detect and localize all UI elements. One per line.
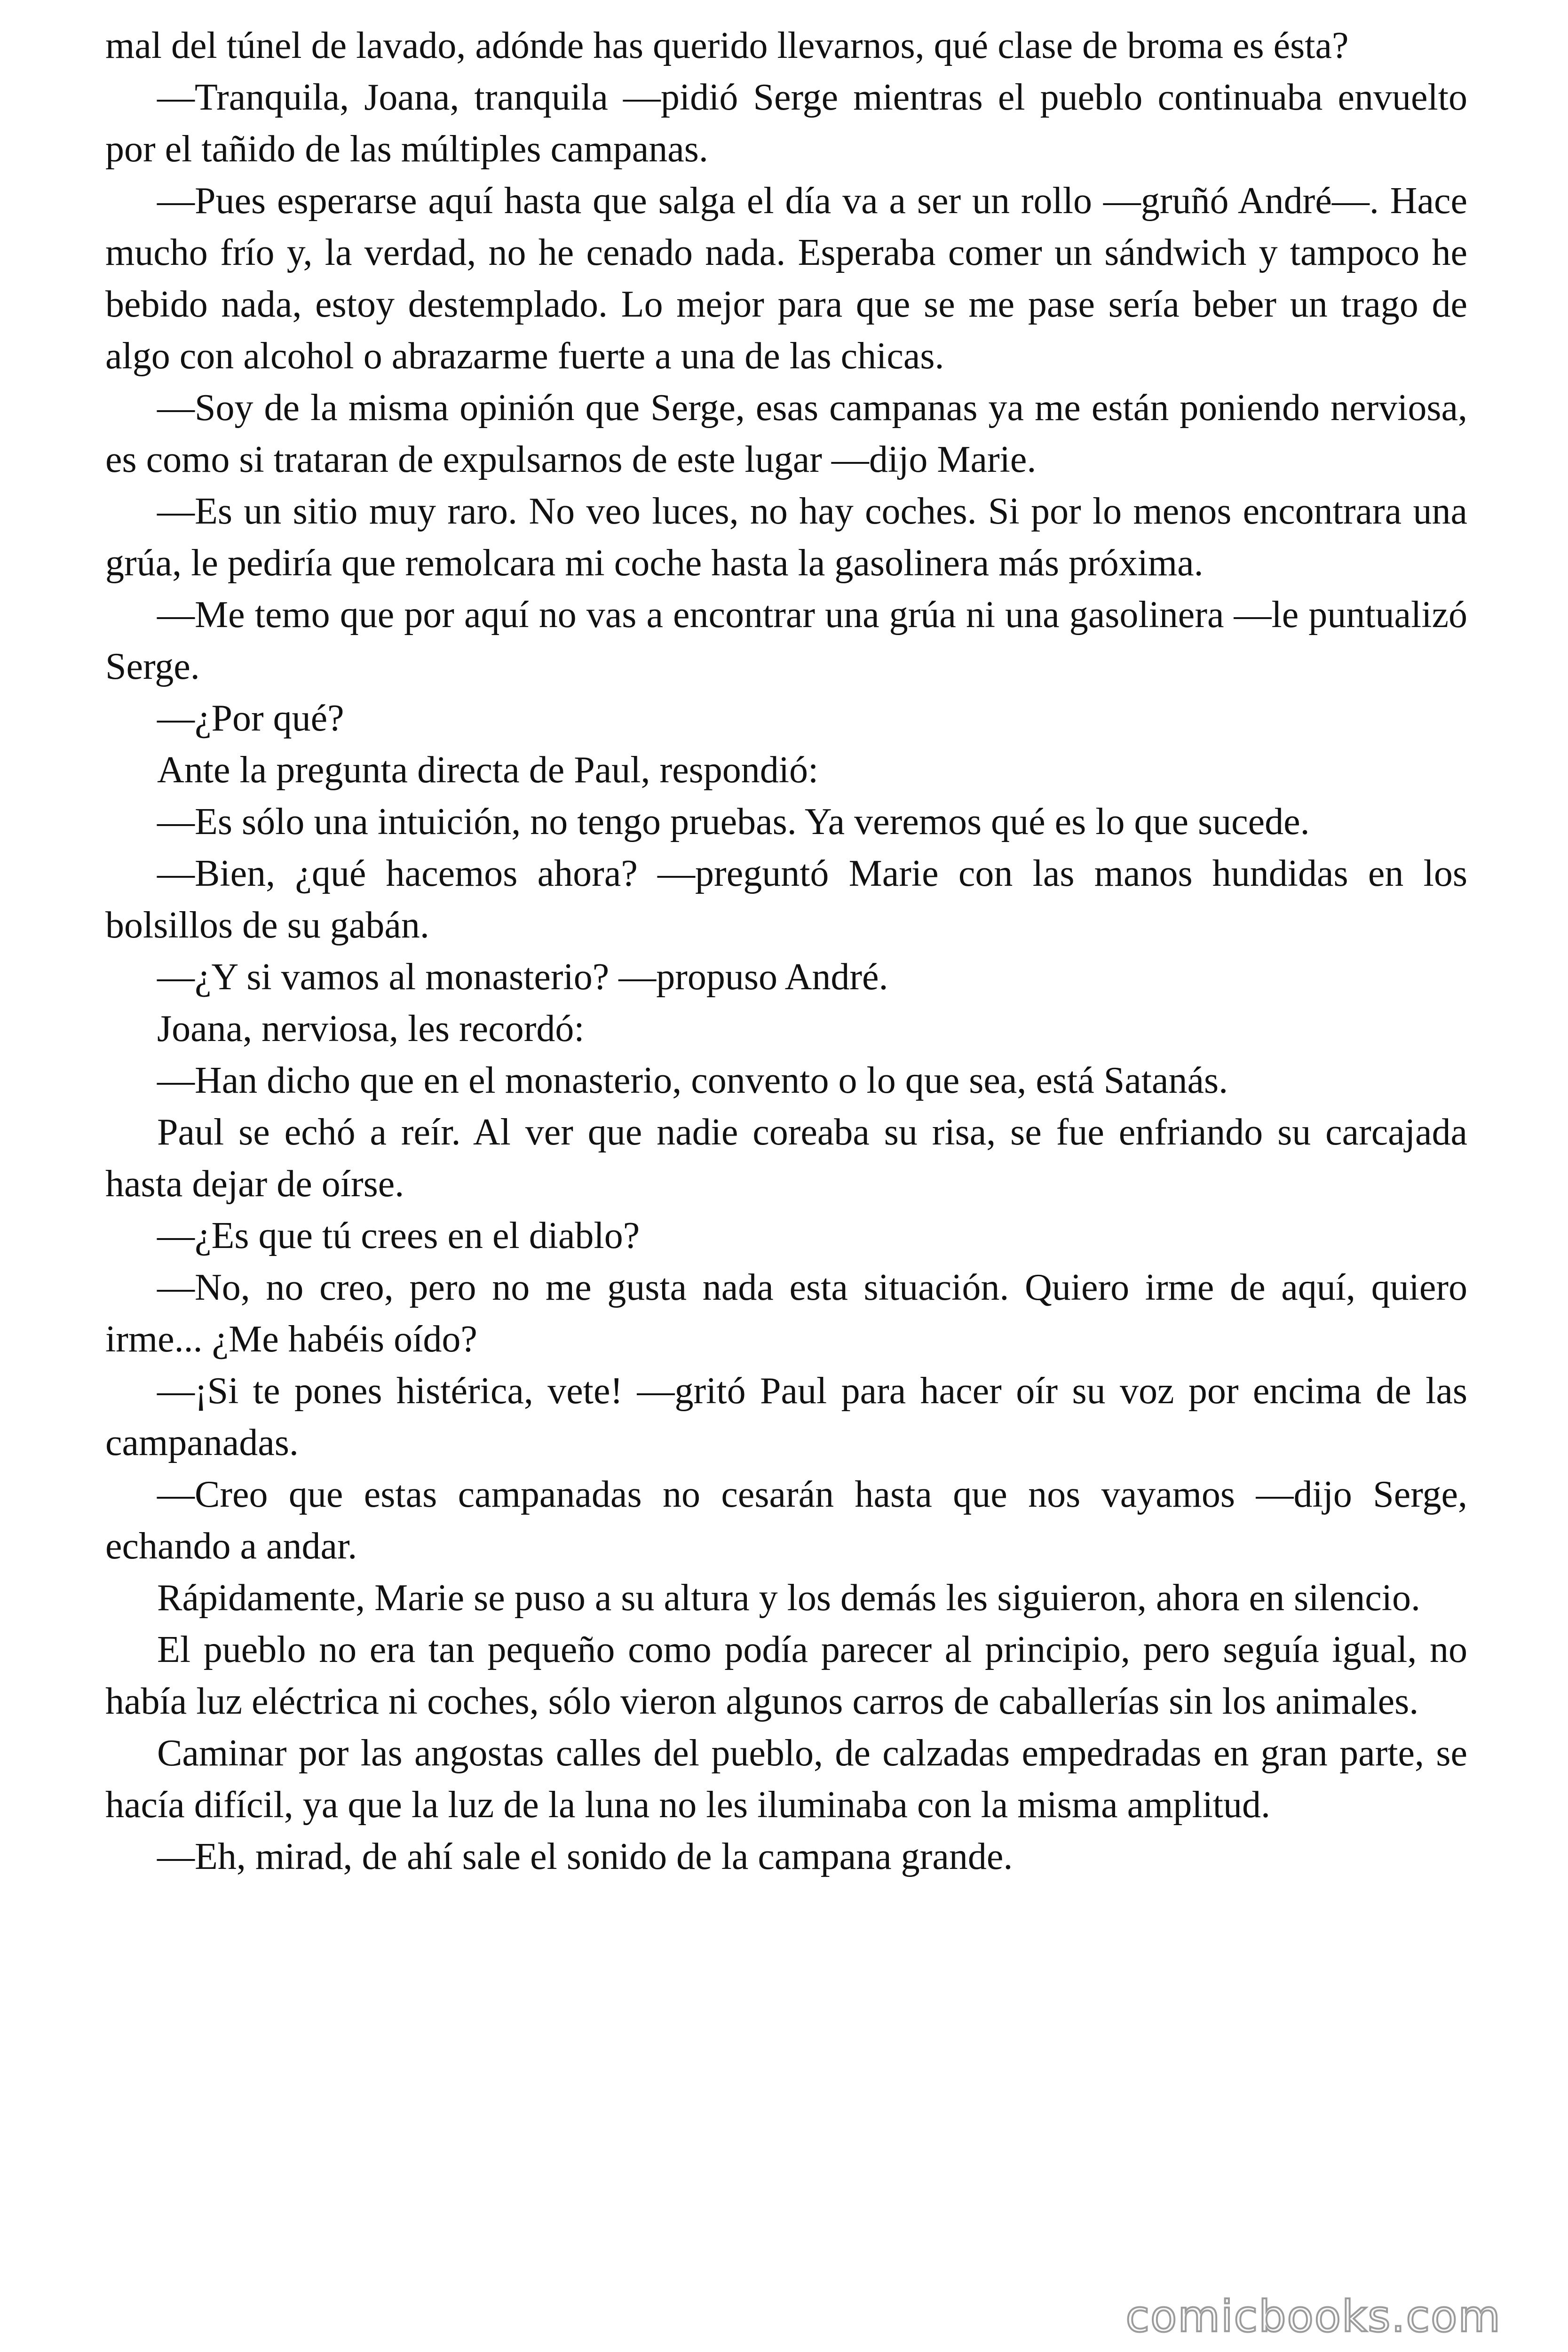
paragraph-continued: mal del túnel de lavado, adónde has querido llevarnos, qué clase de broma es ésta?	[105, 25, 1349, 66]
paragraph: —No, no creo, pero no me gusta nada esta situación. Quiero irme de aquí, quiero irme... ¿Me habéis oído?	[105, 1267, 1467, 1360]
paragraph: —Tranquila, Joana, tranquila —pidió Serge mientras el pueblo continuaba envuelto por el tañido de las múltiples campanas.	[105, 77, 1467, 170]
watermark: comicbooks.com	[1125, 2291, 1501, 2342]
paragraph: Ante la pregunta directa de Paul, respondió:	[157, 749, 819, 791]
paragraph: —Pues esperarse aquí hasta que salga el día va a ser un rollo —gruñó André—. Hace mucho frío y, la verdad, no he cenado nada. Esperaba comer un sándwich y tampoco he bebido nada, estoy destemplado. Lo mejor para que se me pase sería beber un trago de algo con alcohol o abrazarme fuerte a una de las chicas.	[105, 180, 1467, 377]
paragraph: —¡Si te pones histérica, vete! —gritó Paul para hacer oír su voz por encima de las campanadas.	[105, 1370, 1467, 1463]
paragraph: —Es sólo una intuición, no tengo pruebas. Ya veremos qué es lo que sucede.	[157, 801, 1310, 842]
paragraph: —¿Por qué?	[157, 698, 344, 739]
paragraph: —Bien, ¿qué hacemos ahora? —preguntó Marie con las manos hundidas en los bolsillos de su gabán.	[105, 853, 1467, 946]
paragraph: —Han dicho que en el monasterio, convento o lo que sea, está Satanás.	[157, 1060, 1228, 1101]
book-page-text	[105, 20, 1467, 1883]
paragraph: —Soy de la misma opinión que Serge, esas campanas ya me están poniendo nerviosa, es como si trataran de expulsarnos de este lugar —dijo Marie.	[105, 387, 1467, 480]
paragraph: Caminar por las angostas calles del pueblo, de calzadas empedradas en gran parte, se hacía difícil, ya que la luz de la luna no les iluminaba con la misma amplitud.	[105, 1732, 1467, 1826]
paragraph: El pueblo no era tan pequeño como podía parecer al principio, pero seguía igual, no había luz eléctrica ni coches, sólo vieron algunos carros de caballerías sin los animales.	[105, 1629, 1467, 1722]
paragraph: —¿Es que tú crees en el diablo?	[157, 1215, 640, 1256]
paragraph: —¿Y si vamos al monasterio? —propuso André.	[157, 956, 888, 998]
paragraph: Paul se echó a reír. Al ver que nadie coreaba su risa, se fue enfriando su carcajada hasta dejar de oírse.	[105, 1112, 1467, 1205]
paragraph: Joana, nerviosa, les recordó:	[157, 1008, 585, 1049]
paragraph: —Me temo que por aquí no vas a encontrar una grúa ni una gasolinera —le puntualizó Serge.	[105, 594, 1467, 687]
paragraph: —Es un sitio muy raro. No veo luces, no hay coches. Si por lo menos encontrara una grúa, le pediría que remolcara mi coche hasta la gasolinera más próxima.	[105, 491, 1467, 584]
paragraph: —Creo que estas campanadas no cesarán hasta que nos vayamos —dijo Serge, echando a andar.	[105, 1474, 1467, 1567]
paragraph: —Eh, mirad, de ahí sale el sonido de la campana grande.	[157, 1836, 1013, 1877]
paragraph: Rápidamente, Marie se puso a su altura y los demás les siguieron, ahora en silencio.	[157, 1577, 1420, 1619]
